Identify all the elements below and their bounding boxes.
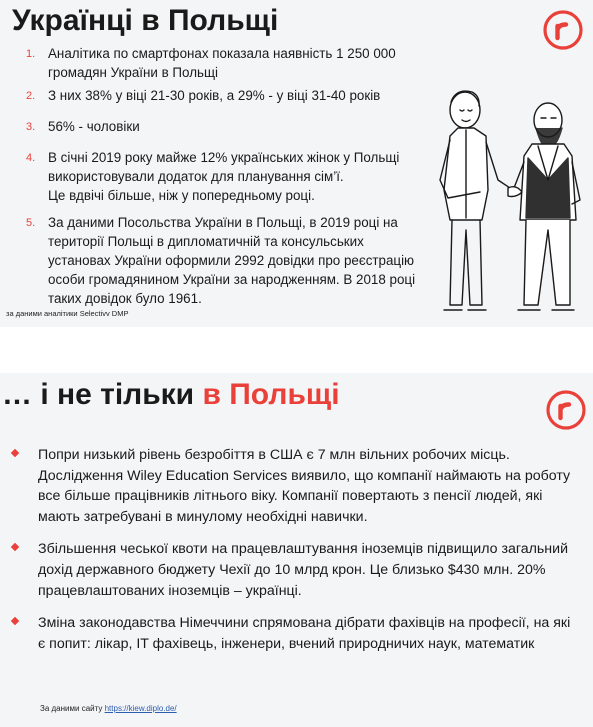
- facts-list: [12, 445, 572, 654]
- source-prefix: За даними сайту: [40, 704, 105, 713]
- item-text: Аналітика по смартфонах показала наявність 1 250 000 громадян України в Польщі: [48, 46, 396, 80]
- bullet-diamond-icon: [11, 617, 19, 625]
- source-note: [40, 704, 177, 713]
- bullet-diamond-icon: [11, 543, 19, 551]
- source-note: за даними аналітики Selectivv DMP: [6, 309, 129, 318]
- title-accent: в Польщі: [202, 378, 340, 411]
- item-number: 2.: [26, 90, 36, 102]
- item-number: 1.: [26, 48, 36, 60]
- list-item: [22, 213, 422, 308]
- title-prefix: … і не тільки: [2, 378, 203, 411]
- list-item: [12, 445, 572, 527]
- item-number: 3.: [26, 121, 36, 133]
- item-text-extra: Це вдвічі більше, ніж у попередньому році.: [48, 188, 315, 203]
- list-item: [22, 86, 422, 105]
- slide-not-only-poland: [0, 373, 593, 727]
- item-number: 5.: [26, 217, 36, 229]
- item-text: В січні 2019 року майже 12% українських жінок у Польщі використовували додаток для планування сім’ї.: [48, 150, 400, 184]
- item-text: Збільшення чеської квоти на працевлаштування іноземців підвищило загальний дохід державного бюджету Чехії до 10 млрд крон. Це близько $430 млн. 20% працевлаштованих іноземців – українці.: [38, 541, 568, 599]
- slide-ukrainians-in-poland: [0, 0, 593, 327]
- item-text: З них 38% у віці 21-30 років, а 29% - у віці 31-40 років: [48, 88, 381, 103]
- list-item: [12, 539, 572, 601]
- slide2-title: [2, 378, 340, 412]
- item-number: 4.: [26, 152, 36, 164]
- logo-icon: [545, 389, 587, 431]
- item-text: Зміна законодавства Німеччини спрямована дібрати фахівців на професії, на які є попит: лікар, IT фахівець, інженери, вчений природничих наук, математик: [38, 615, 571, 652]
- list-item: [22, 44, 422, 82]
- handshake-illustration-icon: [420, 80, 590, 325]
- list-item: [12, 613, 572, 654]
- source-link[interactable]: https://kiew.diplo.de/: [104, 704, 177, 713]
- stats-list: [22, 40, 422, 308]
- logo-icon: [542, 9, 584, 51]
- item-text: Попри низький рівень безробіття в США є 7 млн вільних робочих місць. Дослідження Wiley Education Services виявило, що компанії наймають на роботу все більше працівників літнього віку. Компанії повертають з пенсії людей, які мають затребувані в минулому необхідні навички.: [38, 447, 571, 525]
- slide1-title: Українці в Польщі: [12, 4, 279, 37]
- list-item: [22, 148, 422, 205]
- item-text: 56% - чоловіки: [48, 119, 140, 134]
- bullet-diamond-icon: [11, 449, 19, 457]
- list-item: [22, 117, 422, 136]
- item-text: За даними Посольства України в Польщі, в 2019 році на території Польщі в дипломатичній та консульських установах України оформили 2992 довідки про реєстрацію особи громадянином України за народженням. В 2018 році таких довідок було 1961.: [48, 215, 416, 306]
